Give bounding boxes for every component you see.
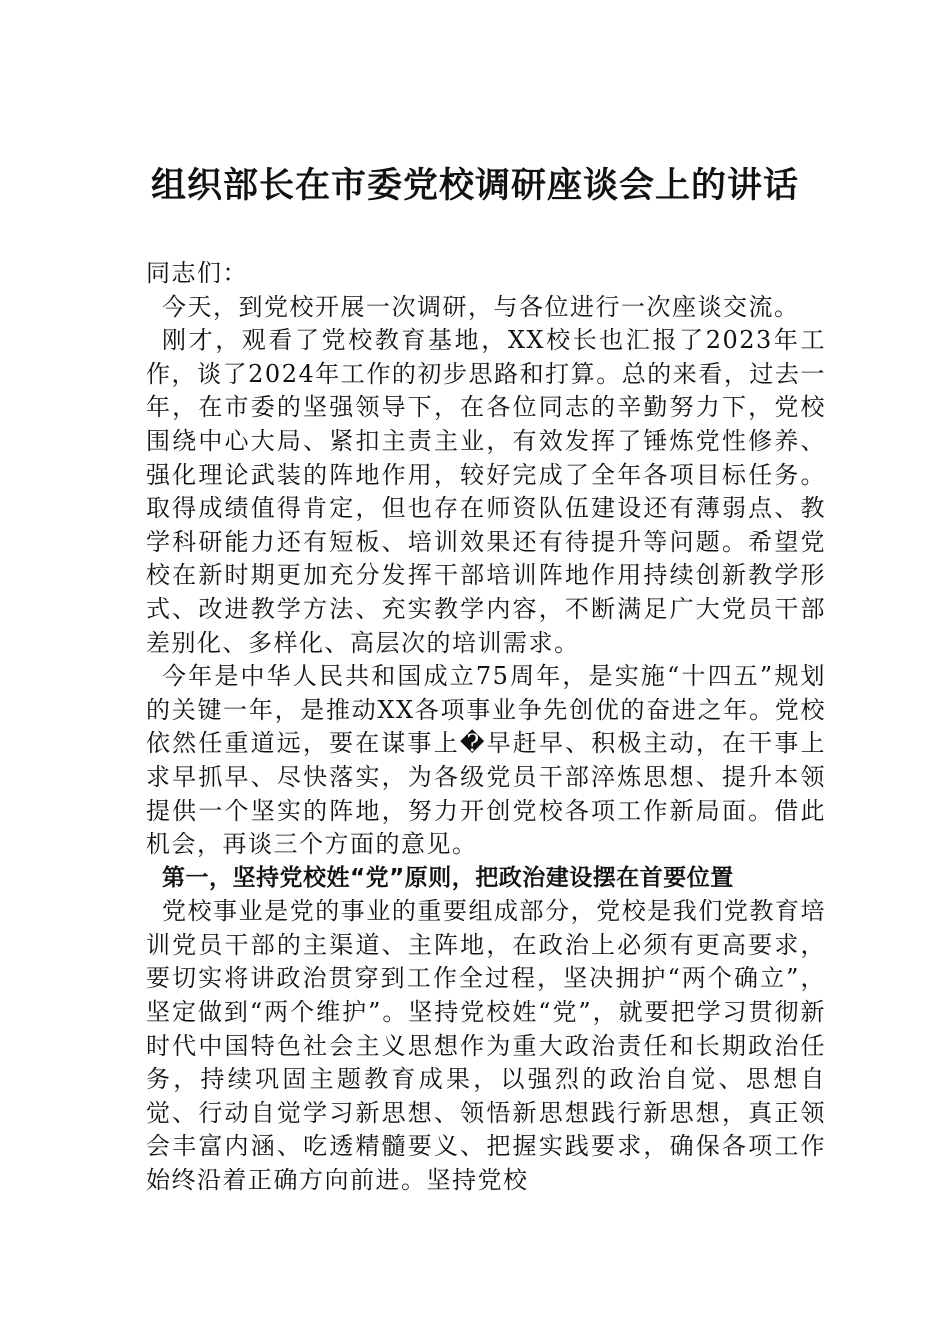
- paragraph-4: 党校事业是党的事业的重要组成部分，党校是我们党教育培训党员干部的主渠道、主阵地，在政治上必须有更高要求，要切实将讲政治贯穿到工作全过程，坚决拥护“两个确立”，坚定做到“两个维护”。坚持党校姓“党”，就要把学习贯彻新时代中国特色社会主义思想作为重大政治责任和长期政治任务，持续巩固主题教育成果，以强烈的政治自觉、思想自觉、行动自觉学习新思想、领悟新思想践行新思想，真正领会丰富内涵、吃透精髓要义、把握实践要求，确保各项工作始终沿着正确方向前进。坚持党校: [146, 897, 826, 1195]
- document-title: 组织部长在市委党校调研座谈会上的讲话: [150, 165, 799, 206]
- salutation: 同志们：: [146, 259, 248, 287]
- paragraph-1: 今天，到党校开展一次调研，与各位进行一次座谈交流。: [162, 292, 800, 321]
- paragraph-2: 刚才，观看了党校教育基地，XX校长也汇报了2023年工作，谈了2024年工作的初步思路和打算。总的来看，过去一年，在市委的坚强领导下，在各位同志的辛勤努力下，党校围绕中心大局、紧扣主责主业，有效发挥了锤炼党性修养、强化理论武装的阵地作用，较好完成了全年各项目标任务。取得成绩值得肯定，但也存在师资队伍建设还有薄弱点、教学科研能力还有短板、培训效果还有待提升等问题。希望党校在新时期更加充分发挥干部培训阵地作用持续创新教学形式、改进教学方法、充实教学内容，不断满足广大党员干部差别化、多样化、高层次的培训需求。: [146, 326, 826, 657]
- document-body: [146, 257, 826, 1198]
- paragraph-3: 今年是中华人民共和国成立75周年，是实施“十四五”规划的关键一年，是推动XX各项事业争先创优的奋进之年。党校依然任重道远，要在谋事上�早赶早、积极主动，在干事上求早抓早、尽快落实，为各级党员干部淬炼思想、提升本领提供一个坚实的阵地，努力开创党校各项工作新局面。借此机会，再谈三个方面的意见。: [146, 662, 826, 859]
- section-heading-1: 第一，坚持党校姓“党”原则，把政治建设摆在首要位置: [162, 864, 734, 891]
